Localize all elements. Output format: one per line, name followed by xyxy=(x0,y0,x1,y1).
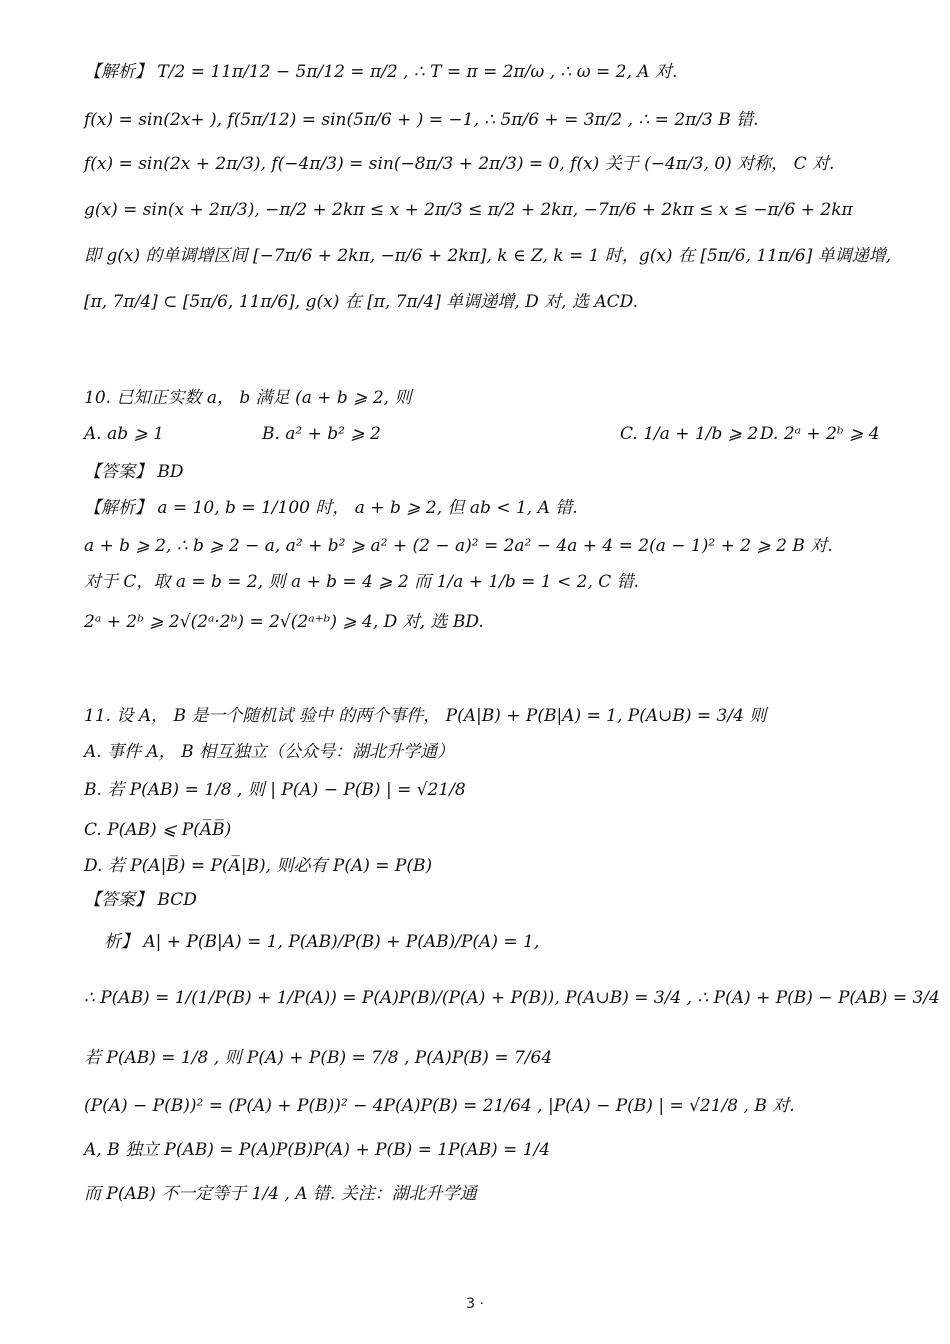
q11-analysis-line-5: A, B 独立 P(AB) = P(A)P(B)P(A) + P(B) = 1P(AB) = 1/4 xyxy=(84,1140,551,1160)
q9-analysis-line-2: f(x) = sin(2x+ ), f(5π/12) = sin(5π/6 + ) = −1, ∴ 5π/6 + = 3π/2 , ∴ = 2π/3 B 错. xyxy=(84,110,759,130)
q10-analysis-line-4: 2ᵃ + 2ᵇ ⩾ 2√(2ᵃ·2ᵇ) = 2√(2ᵃ⁺ᵇ) ⩾ 4, D 对, 选 BD. xyxy=(84,612,484,632)
q11-option-d: D. 若 P(A|B̅) = P(A̅|B), 则必有 P(A) = P(B) xyxy=(84,856,433,876)
q11-stem: 11. 设 A， B 是一个随机试 验中 的两个事件， P(A|B) + P(B|A) = 1, P(A∪B) = 3/4 则 xyxy=(84,706,767,726)
page-number: 3 · xyxy=(466,1296,484,1312)
q10-analysis-line-3: 对于 C，取 a = b = 2, 则 a + b = 4 ⩾ 2 而 1/a + 1/b = 1 < 2, C 错. xyxy=(84,572,640,592)
q9-analysis-line-6: [π, 7π/4] ⊂ [5π/6, 11π/6], g(x) 在 [π, 7π/4] 单调递增, D 对, 选 ACD. xyxy=(84,292,639,312)
q11-analysis-line-1: 析】 A| + P(B|A) = 1, P(AB)/P(B) + P(AB)/P(A) = 1, xyxy=(104,932,540,952)
q11-analysis-line-6: 而 P(AB) 不一定等于 1/4 , A 错. 关注：湖北升学通 xyxy=(84,1184,477,1204)
q10-option-d: D. 2ᵃ + 2ᵇ ⩾ 4 xyxy=(760,424,880,444)
q11-analysis-line-4: (P(A) − P(B))² = (P(A) + P(B))² − 4P(A)P(B) = 21/64 , |P(A) − P(B) | = √21/8 , B 对. xyxy=(84,1096,795,1116)
q10-analysis-line-2: a + b ⩾ 2, ∴ b ⩾ 2 − a, a² + b² ⩾ a² + (2 − a)² = 2a² − 4a + 4 = 2(a − 1)² + 2 ⩾ 2 B 对. xyxy=(84,536,833,556)
q11-answer: 【答案】 BCD xyxy=(84,890,197,910)
q10-stem: 10. 已知正实数 a， b 满足 (a + b ⩾ 2, 则 xyxy=(84,388,412,408)
q11-option-b: B. 若 P(AB) = 1/8 , 则 | P(A) − P(B) | = √21/8 xyxy=(84,780,466,800)
q10-answer: 【答案】 BD xyxy=(84,462,184,482)
q10-analysis-line-1: 【解析】 a = 10, b = 1/100 时， a + b ⩾ 2, 但 ab < 1, A 错. xyxy=(84,498,578,518)
q10-option-c: C. 1/a + 1/b ⩾ 2 xyxy=(620,424,759,444)
q10-option-b: B. a² + b² ⩾ 2 xyxy=(262,424,381,444)
q10-option-a: A. ab ⩾ 1 xyxy=(84,424,164,444)
q11-analysis-line-2: ∴ P(AB) = 1/(1/P(B) + 1/P(A)) = P(A)P(B)/(P(A) + P(B)), P(A∪B) = 3/4 , ∴ P(A) + P(B) − P(AB) = 3/4 xyxy=(84,988,940,1008)
q11-option-a: A. 事件 A， B 相互独立（公众号：湖北升学通） xyxy=(84,742,455,762)
q11-analysis-line-3: 若 P(AB) = 1/8 , 则 P(A) + P(B) = 7/8 , P(A)P(B) = 7/64 xyxy=(84,1048,553,1068)
q9-analysis-line-5: 即 g(x) 的单调增区间 [−7π/6 + 2kπ, −π/6 + 2kπ], k ∈ Z, k = 1 时，g(x) 在 [5π/6, 11π/6] 单调递增, xyxy=(84,246,892,266)
q11-option-c: C. P(AB) ⩽ P(A̅B̅) xyxy=(84,820,232,840)
q9-analysis-line-4: g(x) = sin(x + 2π/3), −π/2 + 2kπ ≤ x + 2π/3 ≤ π/2 + 2kπ, −7π/6 + 2kπ ≤ x ≤ −π/6 + 2kπ xyxy=(84,200,853,220)
q9-analysis-line-1: 【解析】 T/2 = 11π/12 − 5π/12 = π/2 , ∴ T = π = 2π/ω , ∴ ω = 2, A 对. xyxy=(84,62,678,82)
q9-analysis-line-3: f(x) = sin(2x + 2π/3), f(−4π/3) = sin(−8π/3 + 2π/3) = 0, f(x) 关于 (−4π/3, 0) 对称， C 对. xyxy=(84,154,835,174)
